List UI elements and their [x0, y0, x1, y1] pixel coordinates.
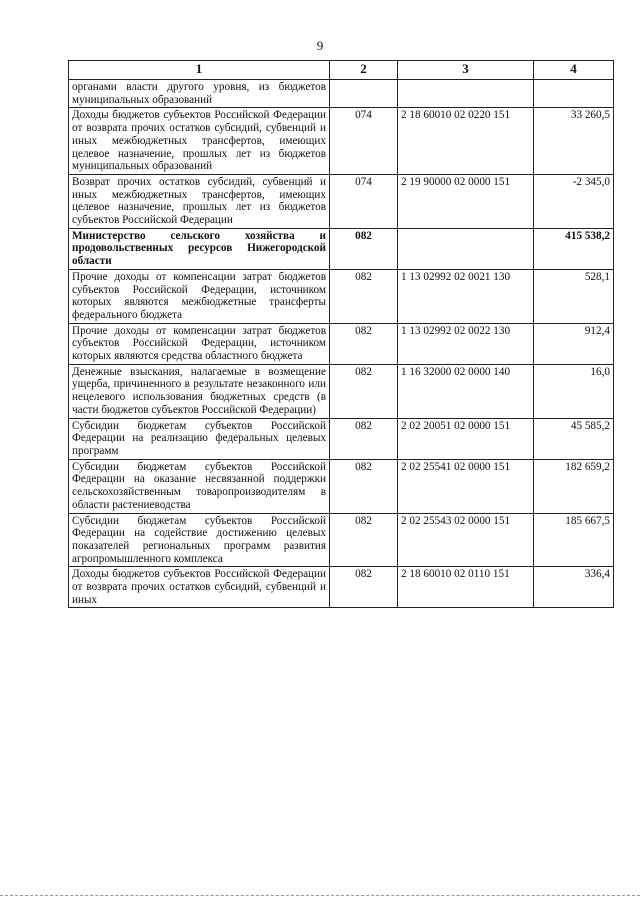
admin-code-cell: 074: [330, 174, 398, 228]
kbk-code-cell: 2 18 60010 02 0220 151: [398, 108, 534, 175]
admin-code-cell: 082: [330, 323, 398, 364]
column-header-3: 3: [398, 61, 534, 80]
table-header-row: [69, 61, 614, 80]
table-row-ministry: [69, 228, 614, 269]
column-header-4: 4: [534, 61, 614, 80]
page-bottom-divider: [0, 895, 640, 896]
admin-code-cell: 082: [330, 513, 398, 567]
table-row: [69, 513, 614, 567]
column-header-1: 1: [69, 61, 330, 80]
income-name-cell: Возврат прочих остатков субсидий, субвенций и иных межбюджетных трансфертов, имеющих целевое назначение, прошлых лет из бюджетов субъектов Российской Федерации: [69, 174, 330, 228]
income-name-cell: Доходы бюджетов субъектов Российской Федерации от возврата прочих остатков субсидий, субвенций и иных: [69, 567, 330, 608]
table-row: [69, 269, 614, 323]
table-row: [69, 459, 614, 513]
kbk-code-cell: [398, 80, 534, 108]
admin-code-cell: 082: [330, 364, 398, 418]
kbk-code-cell: 1 13 02992 02 0021 130: [398, 269, 534, 323]
kbk-code-cell: 2 19 90000 02 0000 151: [398, 174, 534, 228]
amount-cell: 33 260,5: [534, 108, 614, 175]
amount-cell: [534, 80, 614, 108]
kbk-code-cell: 1 16 32000 02 0000 140: [398, 364, 534, 418]
amount-cell: 336,4: [534, 567, 614, 608]
kbk-code-cell: 2 02 25541 02 0000 151: [398, 459, 534, 513]
income-name-cell: Министерство сельского хозяйства и продовольственных ресурсов Нижегородской области: [69, 228, 330, 269]
table-row: [69, 108, 614, 175]
amount-cell: -2 345,0: [534, 174, 614, 228]
column-header-2: 2: [330, 61, 398, 80]
kbk-code-cell: 2 02 20051 02 0000 151: [398, 418, 534, 459]
income-name-cell: Субсидии бюджетам субъектов Российской Федерации на содействие достижению целевых показателей региональных программ развития агропромышленного комплекса: [69, 513, 330, 567]
budget-income-table: [68, 60, 614, 608]
admin-code-cell: 082: [330, 269, 398, 323]
kbk-code-cell: 1 13 02992 02 0022 130: [398, 323, 534, 364]
table-row: [69, 80, 614, 108]
admin-code-cell: 082: [330, 228, 398, 269]
amount-cell: 185 667,5: [534, 513, 614, 567]
income-name-cell: органами власти другого уровня, из бюджетов муниципальных образований: [69, 80, 330, 108]
table-row: [69, 174, 614, 228]
income-name-cell: Доходы бюджетов субъектов Российской Федерации от возврата прочих остатков субсидий, субвенций и иных межбюджетных трансфертов, имеющих целевое назначение, прошлых лет из бюджетов муниципальных образований: [69, 108, 330, 175]
income-name-cell: Прочие доходы от компенсации затрат бюджетов субъектов Российской Федерации, источником которых являются межбюджетные трансферты федерального бюджета: [69, 269, 330, 323]
income-name-cell: Денежные взыскания, налагаемые в возмещение ущерба, причиненного в результате незаконного или нецелевого использования бюджетных средств (в части бюджетов субъектов Российской Федерации): [69, 364, 330, 418]
amount-cell: 16,0: [534, 364, 614, 418]
table-row: [69, 567, 614, 608]
admin-code-cell: 074: [330, 108, 398, 175]
admin-code-cell: 082: [330, 418, 398, 459]
income-name-cell: Прочие доходы от компенсации затрат бюджетов субъектов Российской Федерации, источником которых являются средства областного бюджета: [69, 323, 330, 364]
income-name-cell: Субсидии бюджетам субъектов Российской Федерации на оказание несвязанной поддержки сельскохозяйственным товаропроизводителям в области растениеводства: [69, 459, 330, 513]
page-number: 9: [316, 38, 324, 53]
kbk-code-cell: 2 18 60010 02 0110 151: [398, 567, 534, 608]
amount-cell: 528,1: [534, 269, 614, 323]
table-row: [69, 323, 614, 364]
table-row: [69, 364, 614, 418]
admin-code-cell: 082: [330, 567, 398, 608]
table-row: [69, 418, 614, 459]
amount-cell: 45 585,2: [534, 418, 614, 459]
kbk-code-cell: [398, 228, 534, 269]
admin-code-cell: [330, 80, 398, 108]
income-name-cell: Субсидии бюджетам субъектов Российской Федерации на реализацию федеральных целевых программ: [69, 418, 330, 459]
amount-cell: 182 659,2: [534, 459, 614, 513]
amount-cell: 415 538,2: [534, 228, 614, 269]
amount-cell: 912,4: [534, 323, 614, 364]
admin-code-cell: 082: [330, 459, 398, 513]
kbk-code-cell: 2 02 25543 02 0000 151: [398, 513, 534, 567]
